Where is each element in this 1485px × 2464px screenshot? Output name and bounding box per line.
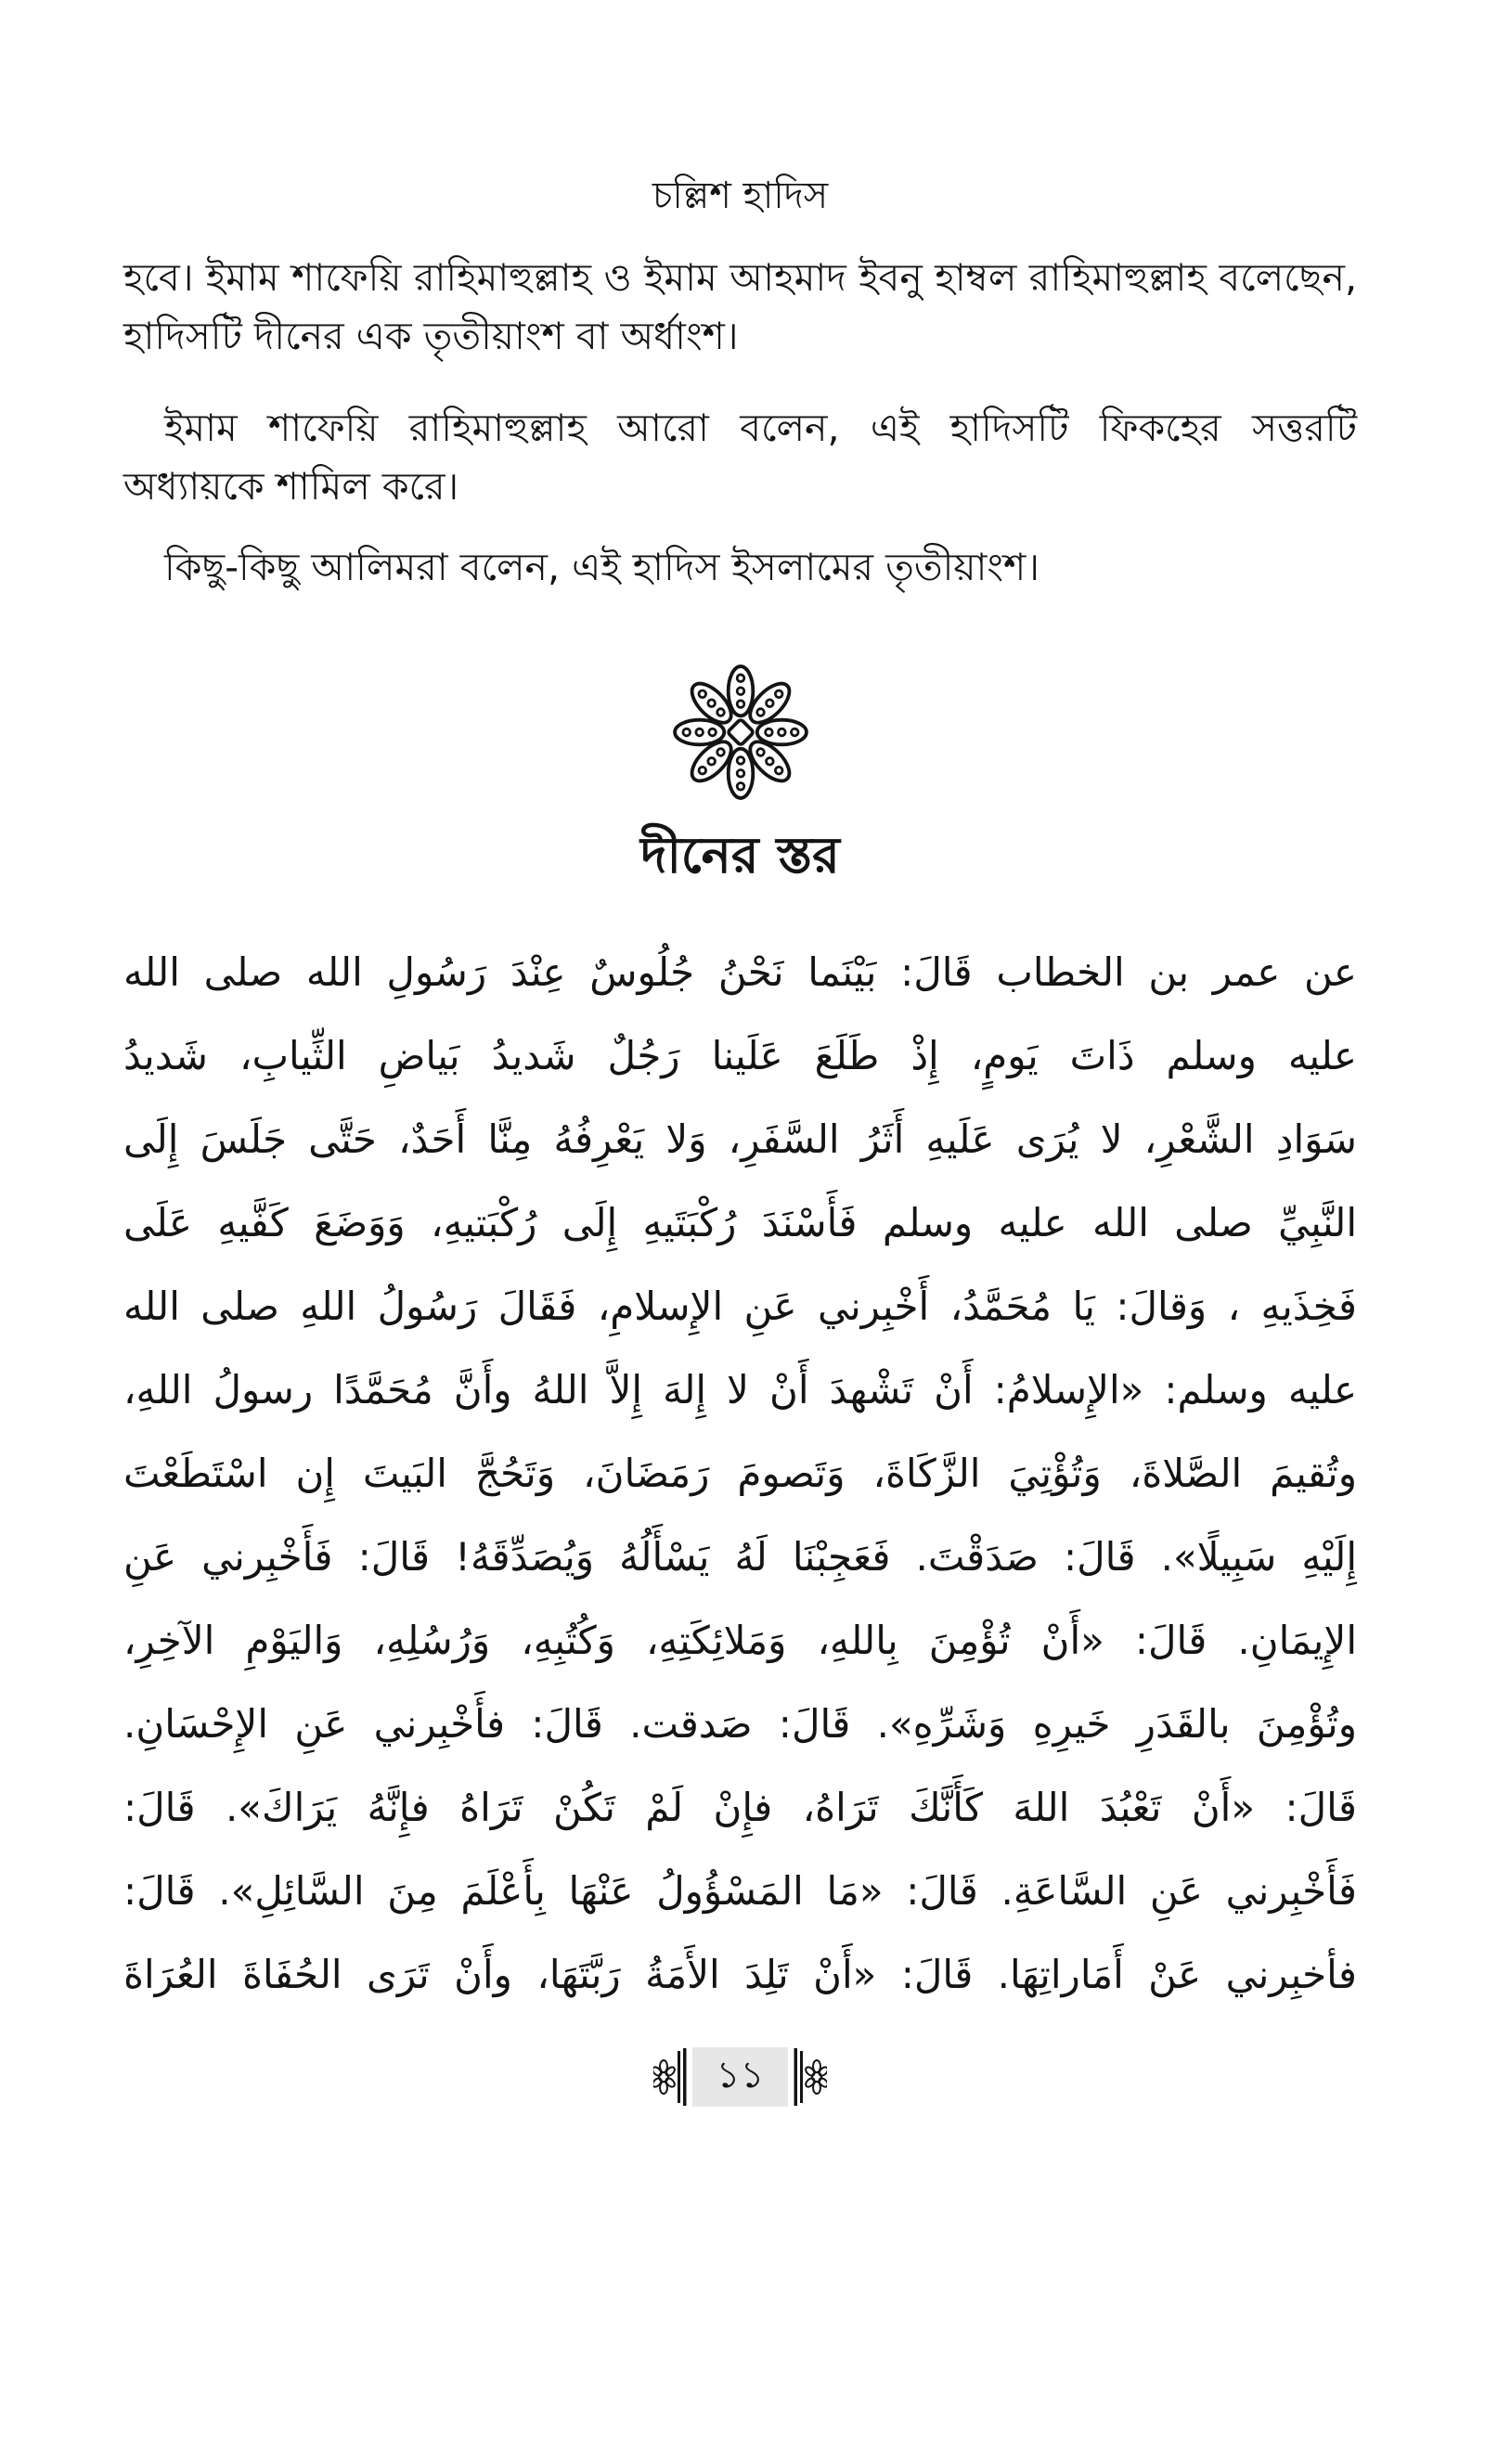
arabic-line: فَخِذَيهِ ، وَقالَ: يَا مُحَمَّدُ، أَخْبِرني عَنِ الإِسلامِ، فَقَالَ رَسُولُ اللهِ صلى الله (123, 1284, 1357, 1329)
arabic-line: فَأَخْبِرني عَنِ السَّاعَةِ. قَالَ: «مَا المَسْؤُولُ عَنْهَا بِأَعْلَمَ مِنَ السَّائِلِ». قَالَ: (123, 1868, 1357, 1914)
arabic-line: إِلَيْهِ سَبِيلًا». قَالَ: صَدَقْتَ. فَعَجِبْنَا لَهُ يَسْأَلُهُ وَيُصَدِّقَهُ! قَالَ: فَأَخْبِرني عَنِ (123, 1534, 1357, 1580)
arabic-line: عليه وسلم: «الإِسلامُ: أَنْ تَشْهدَ أَنْ لا إِلهَ إِلاَّ اللهُ وأَنَّ مُحَمَّدًا رسولُ اللهِ، (123, 1367, 1357, 1413)
section-divider (123, 662, 1357, 806)
section-title: দীনের স্তর (640, 826, 840, 884)
bengali-paragraph: হবে। ইমাম শাফেয়ি রাহিমাহুল্লাহ ও ইমাম আহমাদ ইবনু হাম্বল রাহিমাহুল্লাহ বলেছেন, হাদিসটি দীনের এক তৃতীয়াংশ বা অর্ধাংশ। (123, 255, 1357, 358)
arabic-line: عليه وسلم ذَاتَ يَومٍ، إِذْ طَلَعَ عَلَينا رَجُلٌ شَديدُ بَياضِ الثِّيابِ، شَديدُ (123, 1033, 1357, 1078)
footer-right-ornament-icon (790, 2046, 827, 2108)
arabic-line: سَوَادِ الشَّعْرِ، لا يُرَى عَلَيهِ أَثَرُ السَّفَرِ، وَلا يَعْرِفُهُ مِنَّا أَحَدٌ، حَتَّى جَلَسَ إِلَى (123, 1116, 1357, 1162)
arabic-line: قَالَ: «أَنْ تَعْبُدَ اللهَ كَأَنَّكَ تَرَاهُ، فإِنْ لَمْ تَكُنْ تَرَاهُ فإِنَّهُ يَرَاكَ». قَالَ: (123, 1785, 1357, 1830)
arabic-line: فأخبِرني عَنْ أَمَاراتِهَا. قَالَ: «أَنْ تَلِدَ الأَمَةُ رَبَّتَهَا، وأَنْ تَرَى الحُفَاةَ العُرَاةَ (123, 1952, 1357, 1997)
rosette-ornament-icon (670, 662, 811, 803)
arabic-line: عن عمر بن الخطاب قَالَ: بَيْنَما نَحْنُ جُلُوسٌ عِنْدَ رَسُولِ الله صلى الله (123, 949, 1357, 995)
arabic-line: النَّبِيِّ صلى الله عليه وسلم فَأَسْنَدَ رُكْبَتَيهِ إِلَى رُكْبَتيهِ، وَوَضَعَ كَفَّيهِ عَلَى (123, 1200, 1357, 1245)
book-page (0, 169, 1485, 2464)
arabic-line: وتُقيمَ الصَّلاةَ، وَتُؤْتِيَ الزَّكَاةَ، وَتَصومَ رَمَضَانَ، وَتَحُجَّ البَيتَ إِن اسْتَطَعْتَ (123, 1451, 1357, 1496)
page-footer (123, 2046, 1357, 2108)
page-number: ১১ (692, 2047, 789, 2107)
footer-left-ornament-icon (653, 2046, 691, 2108)
bengali-paragraph: কিছু-কিছু আলিমরা বলেন, এই হাদিস ইসলামের তৃতীয়াংশ। (164, 545, 1040, 589)
hadith-arabic-text (123, 931, 1357, 2017)
bengali-paragraph: ইমাম শাফেয়ি রাহিমাহুল্লাহ আরো বলেন, এই হাদিসটি ফিকহের সত্তরটি অধ্যায়কে শামিল করে। (123, 406, 1357, 509)
arabic-line: وتُؤْمِنَ بالقَدَرِ خَيرِهِ وَشَرِّهِ». قَالَ: صَدقت. قَالَ: فأَخْبِرني عَنِ الإِحْسَانِ. (123, 1701, 1357, 1747)
arabic-line: الإِيمَانِ. قَالَ: «أَنْ تُؤْمِنَ بِاللهِ، وَمَلائِكَتِهِ، وَكُتُبِهِ، وَرُسُلِهِ، وَاليَوْمِ الآخِرِ، (123, 1618, 1357, 1663)
running-title: চল্লিশ হাদিস (652, 174, 829, 217)
